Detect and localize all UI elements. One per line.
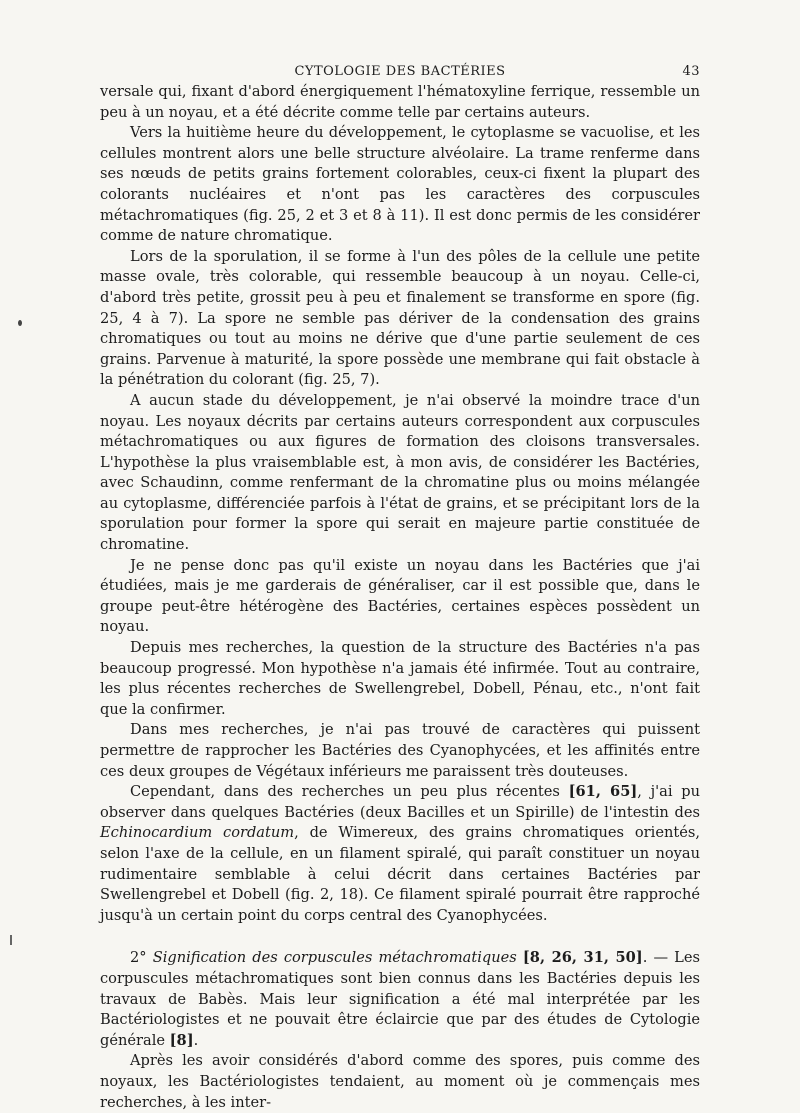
paragraph: Dans mes recherches, je n'ai pas trouvé de caractères qui puissent permettre de rapprocher les Bactéries des Cyanophycées, et les affinités entre ces deux groupes de Végétaux inférieurs me paraissent très douteuses. (100, 721, 700, 780)
text-run: . — Les corpuscules métachromatiques sont bien connus dans les Bactéries depuis les travaux de Babès. Mais leur signification a été mal interprétée par les Bactériologistes et ne pouvait être éclaircie que par des études de Cytologie générale (100, 949, 701, 1049)
text-run: , de Wimereux, des grains chromatiques orientés, selon l'axe de la cellule, en un filament spiralé, qui paraît constituer un noyau rudimentaire semblable à celui décrit dans certaines Bactéries par Swellengrebel et Dobell (fig. 2, 18). Ce filament spiralé pourrait être rapproché jusqu'à un certain point du corps central des Cyanophycées. (100, 824, 700, 924)
text-run: . (193, 1031, 199, 1049)
paragraph: Je ne pense donc pas qu'il existe un noyau dans les Bactéries que j'ai étudiées, mais je me garderais de généraliser, car il est possible que, dans le groupe peut-être hétérogène des Bactéries, certaines espèces possèdent un noyau. (100, 556, 700, 636)
margin-ink-dot (18, 320, 22, 326)
body-text (100, 82, 700, 1113)
running-title: CYTOLOGIE DES BACTÉRIES (294, 64, 506, 79)
paragraph: A aucun stade du développement, je n'ai observé la moindre trace d'un noyau. Les noyaux décrits par certains auteurs correspondent aux corpuscules métachromatiques ou aux figures de formation des cloisons transversales. L'hypothèse la plus vraisemblable est, à mon avis, de considérer les Bactéries, avec Schaudinn, comme renfermant de la chromatine plus ou moins mélangée au cytoplasme, différenciée parfois à l'état de grains, et se précipitant lors de la sporulation pour former la spore qui serait en majeure partie constituée de chromatine. (100, 391, 700, 554)
text-run: Cependant, dans des recherches un peu plus récentes (130, 783, 569, 801)
page-number: 43 (682, 64, 700, 79)
paragraph: Lors de la sporulation, il se forme à l'un des pôles de la cellule une petite masse ovale, très colorable, qui ressemble beaucoup à un noyau. Celle-ci, d'abord très petite, grossit peu à peu et finalement se transforme en spore (fig. 25, 4 à 7). La spore ne semble pas dériver de la condensation des grains chromatiques ou tout au moins ne dérive que d'une partie seulement de ces grains. Parvenue à maturité, la spore possède une membrane qui fait obstacle à la pénétration du colorant (fig. 25, 7). (100, 247, 700, 389)
paragraph-with-references (100, 782, 700, 926)
section-spacer (100, 926, 700, 948)
bibliography-reference: [8] (169, 1031, 194, 1049)
margin-ink-mark (10, 935, 12, 945)
page (100, 60, 700, 1113)
text-run: , j'ai pu observer dans quelques Bactéries (deux Bacilles et un Spirille) de l'intestin des (100, 783, 700, 821)
paragraph-continued: versale qui, fixant d'abord énergiquement l'hématoxyline ferrique, ressemble un peu à un noyau, et a été décrite comme telle par certains auteurs. (100, 83, 700, 121)
paragraph: Vers la huitième heure du développement, le cytoplasme se vacuolise, et les cellules montrent alors une belle structure alvéolaire. La trame renferme dans ses nœuds de petits grains fortement colorables, ceux-ci fixent la plupart des colorants nucléaires et n'ont pas les caractères des corpuscules métachromatiques (fig. 25, 2 et 3 et 8 à 11). Il est donc permis de les considérer comme de nature chromatique. (100, 124, 700, 245)
species-name: Echinocardium cordatum (100, 824, 295, 842)
running-header (100, 60, 700, 82)
bibliography-reference: [61, 65] (568, 783, 638, 801)
paragraph: Depuis mes recherches, la question de la structure des Bactéries n'a pas beaucoup progressé. Mon hypothèse n'a jamais été infirmée. Tout au contraire, les plus récentes recherches de Swellengrebel, Dobell, Pénau, etc., n'ont fait que la confirmer. (100, 639, 700, 718)
section-heading: Signification des corpuscules métachromatiques (152, 949, 517, 967)
paragraph: Après les avoir considérés d'abord comme des spores, puis comme des noyaux, les Bactériologistes tendaient, au moment où je commençais mes recherches, à les inter- (100, 1052, 700, 1111)
section-paragraph (100, 948, 700, 1051)
bibliography-reference: [8, 26, 31, 50] (522, 949, 643, 967)
section-number: 2° (130, 949, 147, 967)
